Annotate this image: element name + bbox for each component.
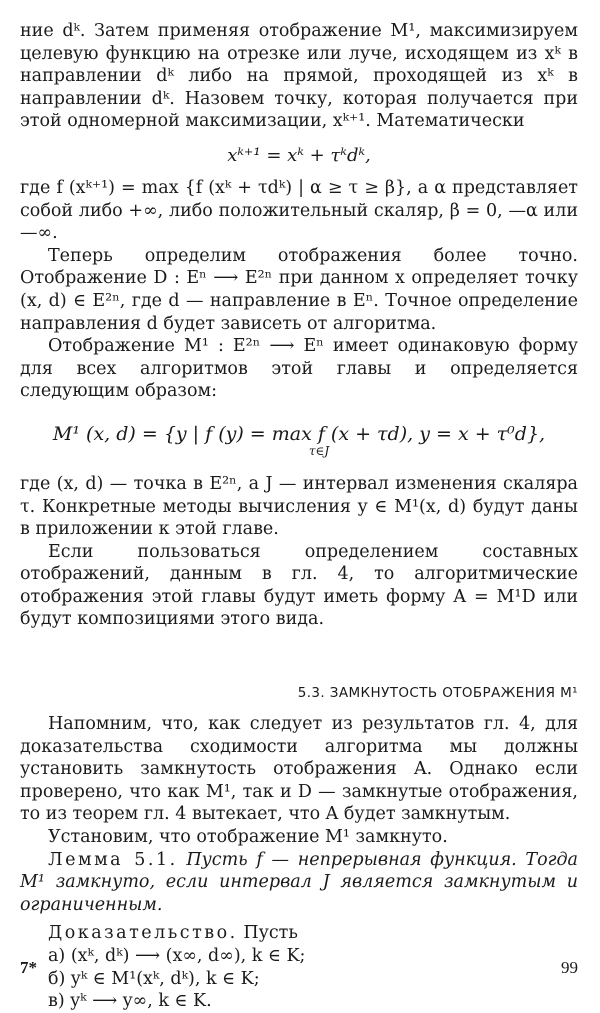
page-body: [20, 20, 578, 1013]
proof-item-b: б) yᵏ ∈ M¹(xᵏ, dᵏ), k ∈ K;: [48, 968, 260, 989]
formula-map-subscript: τ∈J: [308, 443, 330, 458]
lemma: [20, 849, 578, 917]
paragraph-3: Теперь определим отображения более точно. Отображение D : Eⁿ ⟶ E²ⁿ при данном x определяет точку (x, d) ∈ E²ⁿ, где d — направление в Eⁿ. Точное определение направления d будет зависеть от алгоритма.: [20, 245, 578, 334]
proof-start: [20, 922, 578, 945]
signature-mark: 7*: [20, 958, 37, 977]
paragraph-8: Установим, что отображение M¹ замкнуто.: [48, 827, 448, 848]
proof-label: Доказательство.: [48, 923, 238, 944]
proof-item-a: а) (xᵏ, dᵏ) ⟶ (x∞, d∞), k ∈ K;: [48, 946, 306, 966]
lemma-text: Пусть f — непрерывная функция. Тогда M¹ замкнуто, если интервал J является замкнутым и ограниченным.: [20, 849, 578, 915]
proof-item-c: в) yᵏ ⟶ y∞, k ∈ K.: [48, 991, 212, 1012]
section-title: 5.3. ЗАМКНУТОСТЬ ОТОБРАЖЕНИЯ M¹: [297, 685, 578, 702]
paragraph-1: ние dᵏ. Затем применяя отображение M¹, максимизируем целевую функцию на отрезке или луче, исходящем из xᵏ в направлении dᵏ либо на прямой, проходящей из xᵏ в направлении dᵏ. Назовем точку, которая получается при этой одномерной максимизации, xᵏ⁺¹. Математически: [20, 21, 578, 132]
page-number: 99: [561, 958, 578, 977]
paragraph-5: где (x, d) — точка в E²ⁿ, а J — интервал изменения скаляра τ. Конкретные методы вычисления y ∈ M¹(x, d) будут даны в приложении к этой главе.: [20, 473, 578, 540]
paragraph-4: Отображение M¹ : E²ⁿ ⟶ Eⁿ имеет одинаковую форму для всех алгоритмов этой главы и определяется следующим образом:: [20, 336, 578, 402]
lemma-label: Лемма 5.1.: [48, 849, 178, 870]
paragraph-7: Напомним, что, как следует из результатов гл. 4, для доказательства сходимости алгоритма мы должны установить замкнутость отображения A. Однако если проверено, что как M¹, так и D — замкнутые отображения, то из теорем гл. 4 вытекает, что A будет замкнутым.: [20, 714, 578, 825]
paragraph-6: Если пользоваться определением составных отображений, данным в гл. 4, то алгоритмические отображения этой главы будут иметь форму A = M¹D или будут композициями этого вида.: [20, 541, 578, 630]
formula-iteration: xᵏ⁺¹ = xᵏ + τᵏdᵏ,: [227, 144, 371, 166]
paragraph-2: где f (xᵏ⁺¹) = max {f (xᵏ + τdᵏ) | α ≥ τ ≥ β}, а α представляет собой либо +∞, либо положительный скаляр, β = 0, —α или —∞.: [20, 177, 578, 244]
formula-map-main: M¹ (x, d) = {y | f (y) = max f (x + τd), y = x + τ⁰d},: [52, 422, 546, 445]
formula-map-definition: [20, 419, 578, 457]
proof-text: Пусть: [243, 923, 298, 944]
